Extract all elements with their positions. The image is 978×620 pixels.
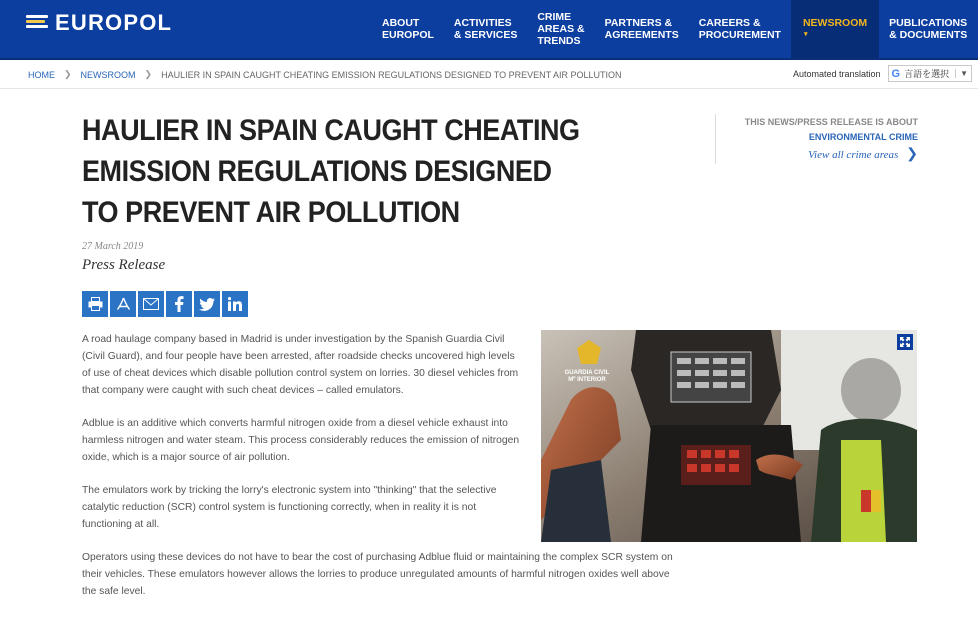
chevron-right-icon: ❯ (906, 147, 918, 162)
nav-label-line: AREAS & (537, 23, 585, 35)
pdf-icon (116, 297, 131, 312)
breadcrumb-bar (0, 60, 978, 89)
breadcrumb-newsroom-link[interactable]: NEWSROOM (80, 69, 136, 80)
nav-label-line: PROCUREMENT (698, 29, 781, 41)
article-paragraph: A road haulage company based in Madrid is under investigation by the Spanish Guardia Civil (Civil Guard), and four people have been arrested, after roadside checks uncovered high levels of use of cheat devices which disable pollution control system on lorries. 30 diesel vehicles from that company were caught with such cheat devices – called emulators. (82, 334, 519, 396)
view-all-crime-areas-link[interactable] (716, 146, 918, 163)
site-header (0, 0, 978, 60)
share-toolbar (82, 291, 250, 317)
nav-label-line: NEWSROOM (802, 17, 868, 29)
nav-label-line: PARTNERS & (604, 17, 673, 29)
nav-item-about-europol[interactable] (372, 0, 444, 58)
breadcrumb-current: HAULIER IN SPAIN CAUGHT CHEATING EMISSION REGULATIONS DESIGNED TO PREVENT AIR POLLUTION (161, 69, 622, 80)
about-label: THIS NEWS/PRESS RELEASE IS ABOUT (744, 117, 918, 127)
twitter-share-button[interactable] (194, 291, 220, 317)
article-paragraph: The emulators work by tricking the lorry's electronic system into "thinking" that the selective catalytic reduction (SCR) control system is functioning correctly, when in reality it is not functioning at all. (82, 485, 497, 530)
nav-label-line: CAREERS & (698, 17, 761, 29)
breadcrumb-separator-icon: ❯ (64, 69, 72, 79)
language-select[interactable] (888, 65, 973, 82)
nav-label-line: AGREEMENTS (604, 29, 679, 41)
dropdown-arrow-icon: ▼ (955, 69, 968, 78)
europol-logo-mark-icon (26, 14, 50, 32)
nav-item-activities-services[interactable] (444, 0, 527, 58)
photo-badge-text: GUARDIA CIVIL Mº INTERIOR (564, 370, 610, 383)
nav-label-line: & DOCUMENTS (889, 29, 968, 41)
nav-label-line: EUROPOL (382, 29, 434, 41)
article-paragraph: Adblue is an additive which converts harmful nitrogen oxide from a diesel vehicle exhaust into harmless nitrogen and water steam. This process considerably reduces the emission of nitrogen oxide, which is a major source of air pollution. (82, 418, 520, 463)
europol-logo[interactable] (26, 10, 172, 36)
article-type: Press Release (82, 257, 166, 273)
linkedin-share-button[interactable] (222, 291, 248, 317)
linkedin-icon (228, 297, 242, 311)
nav-label-line: CRIME (537, 11, 572, 23)
translation-label: Automated translation (792, 68, 881, 79)
nav-item-partners-agreements[interactable] (595, 0, 689, 58)
photo-illustration (541, 330, 917, 542)
print-button[interactable] (82, 291, 108, 317)
article-paragraph: Operators using these devices do not have to bear the cost of purchasing Adblue fluid or maintaining the complex SCR system on their vehicles. These emulators however allows the lorries to produce unregulated amounts of harmful nitrogen oxides well above the safe level. (82, 552, 673, 597)
google-icon: G (891, 67, 901, 80)
breadcrumb-separator-icon: ❯ (144, 69, 153, 79)
topic-link-environmental-crime[interactable]: ENVIRONMENTAL CRIME (808, 132, 918, 142)
article-photo[interactable] (541, 330, 917, 542)
nav-label-line: ABOUT (382, 17, 420, 29)
expand-image-button[interactable] (897, 334, 913, 350)
nav-item-crime-areas-trends[interactable] (527, 0, 594, 58)
language-select-value: 言語を選択 (904, 69, 950, 79)
page-title: HAULIER IN SPAIN CAUGHT CHEATING EMISSION REGULATIONS DESIGNED TO PREVENT AIR POLLUTION (82, 114, 580, 229)
email-button[interactable] (138, 291, 164, 317)
crime-area-aside (715, 114, 918, 164)
nav-label-line: ACTIVITIES (453, 17, 512, 29)
facebook-share-button[interactable] (166, 291, 192, 317)
nav-item-newsroom[interactable] (791, 0, 879, 58)
main-nav (372, 0, 977, 58)
pdf-button[interactable] (110, 291, 136, 317)
nav-label-line: PUBLICATIONS (889, 17, 968, 29)
dropdown-caret-icon: ▾ (803, 31, 808, 38)
print-icon (88, 297, 103, 311)
email-icon (143, 298, 159, 310)
publish-date: 27 March 2019 (82, 241, 144, 252)
nav-label-line: TRENDS (537, 35, 581, 47)
breadcrumb-home-link[interactable]: HOME (28, 69, 55, 80)
nav-label-line: & SERVICES (453, 29, 518, 41)
view-all-label: View all crime areas (808, 149, 899, 161)
facebook-icon (174, 296, 184, 312)
translation-widget (793, 65, 972, 82)
expand-icon (900, 337, 910, 347)
twitter-icon (199, 298, 215, 311)
breadcrumb (28, 69, 622, 80)
nav-item-careers-procurement[interactable] (689, 0, 791, 58)
nav-item-publications-documents[interactable] (879, 0, 977, 58)
logo-text: EUROPOL (55, 10, 173, 35)
